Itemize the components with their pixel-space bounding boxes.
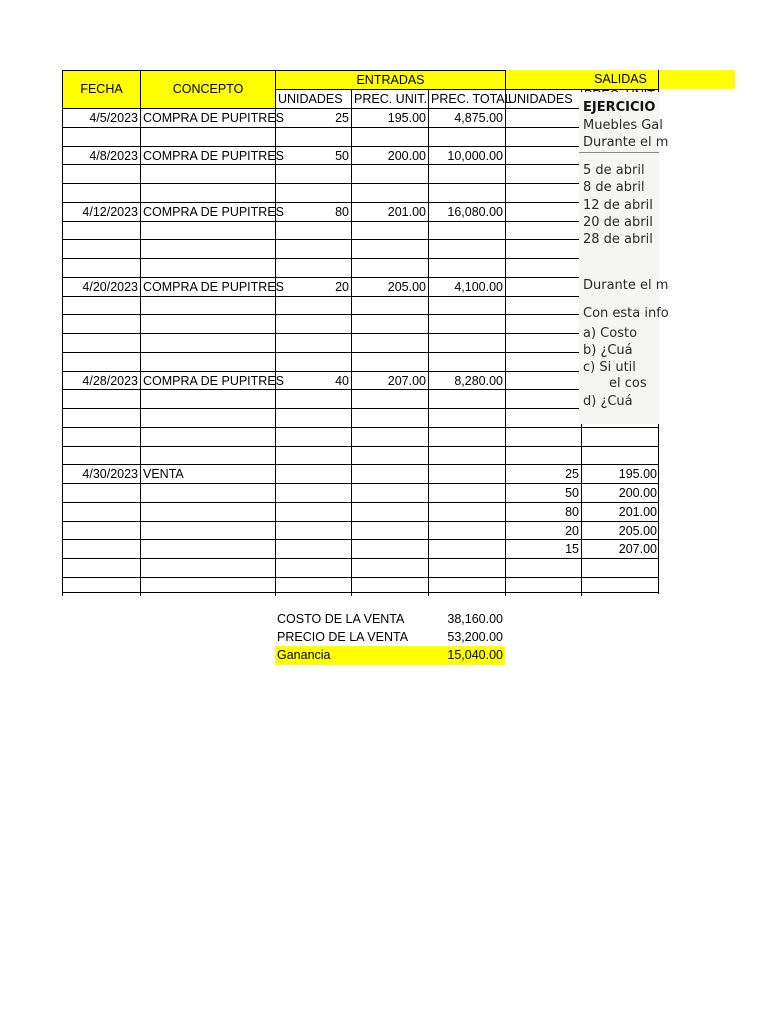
cell-fecha[interactable]: [62, 408, 140, 427]
cell-fecha[interactable]: [62, 352, 140, 371]
cell-concepto[interactable]: [140, 258, 275, 277]
cell-concepto[interactable]: [140, 314, 275, 333]
exercise-line: a) Costo: [583, 326, 638, 341]
cell-prec-unit[interactable]: [351, 558, 428, 577]
cell-unidades[interactable]: 20: [275, 277, 351, 296]
cell-prec-total[interactable]: [428, 408, 505, 427]
cell-fecha[interactable]: [62, 333, 140, 352]
cell-prec-unit[interactable]: [351, 577, 428, 596]
cell-salidas-unidades[interactable]: [505, 258, 581, 277]
cell-unidades[interactable]: [275, 464, 351, 483]
header-salidas[interactable]: SALIDAS: [505, 70, 735, 89]
summary-cost-value[interactable]: 38,160.00: [447, 612, 503, 626]
cell-prec-total[interactable]: [428, 483, 505, 502]
exercise-line: Durante el m: [583, 135, 669, 150]
cell-prec-total[interactable]: [428, 427, 505, 446]
cell-prec-unit[interactable]: [351, 502, 428, 521]
cell-unidades[interactable]: [275, 127, 351, 146]
cell-prec-unit[interactable]: [351, 352, 428, 371]
cell-fecha[interactable]: 4/20/2023: [62, 277, 140, 296]
cell-prec-total[interactable]: [428, 558, 505, 577]
cell-prec-total[interactable]: 4,100.00: [428, 277, 505, 296]
cell-concepto[interactable]: [140, 427, 275, 446]
cell-fecha[interactable]: [62, 183, 140, 202]
cell-unidades[interactable]: [275, 183, 351, 202]
cell-salidas-prec-unit[interactable]: 205.00: [581, 521, 659, 539]
cell-prec-total[interactable]: [428, 127, 505, 146]
cell-fecha[interactable]: 4/5/2023: [62, 108, 140, 127]
cell-prec-total[interactable]: [428, 333, 505, 352]
cell-prec-unit[interactable]: [351, 389, 428, 408]
cell-unidades[interactable]: 80: [275, 202, 351, 221]
cell-prec-unit[interactable]: [351, 183, 428, 202]
pasted-exercise-image[interactable]: [579, 92, 669, 424]
cell-salidas-unidades[interactable]: [505, 558, 581, 577]
exercise-line: 20 de abril: [583, 215, 653, 230]
summary-price-value[interactable]: 53,200.00: [447, 630, 503, 644]
cell-salidas-prec-unit[interactable]: [581, 427, 659, 446]
exercise-line: Muebles Gal: [583, 118, 663, 133]
cell-unidades[interactable]: [275, 164, 351, 183]
header-prec-total-entradas[interactable]: PREC. TOTAL: [428, 89, 505, 108]
cell-fecha[interactable]: 4/30/2023: [62, 464, 140, 483]
cell-concepto[interactable]: VENTA: [140, 464, 275, 483]
cell-prec-unit[interactable]: [351, 483, 428, 502]
cell-salidas-unidades[interactable]: 80: [505, 502, 581, 521]
header-prec-unit-entradas[interactable]: PREC. UNIT.: [351, 89, 428, 108]
cell-salidas-unidades[interactable]: [505, 108, 581, 127]
cell-concepto[interactable]: COMPRA DE PUPITRES: [140, 146, 275, 164]
cell-prec-unit[interactable]: [351, 239, 428, 258]
cell-salidas-unidades[interactable]: [505, 202, 581, 221]
cell-prec-total[interactable]: 16,080.00: [428, 202, 505, 221]
cell-salidas-unidades[interactable]: [505, 314, 581, 333]
cell-fecha[interactable]: [62, 483, 140, 502]
cell-salidas-unidades[interactable]: [505, 389, 581, 408]
summary-profit-label[interactable]: Ganancia: [275, 646, 428, 665]
cell-unidades[interactable]: [275, 239, 351, 258]
cell-fecha[interactable]: [62, 502, 140, 521]
cell-concepto[interactable]: [140, 408, 275, 427]
cell-prec-total[interactable]: [428, 296, 505, 314]
cell-unidades[interactable]: [275, 502, 351, 521]
cell-concepto[interactable]: [140, 221, 275, 239]
cell-prec-total[interactable]: [428, 352, 505, 371]
cell-fecha[interactable]: [62, 258, 140, 277]
cell-prec-unit[interactable]: 200.00: [351, 146, 428, 164]
cell-concepto[interactable]: COMPRA DE PUPITRES: [140, 371, 275, 389]
cell-prec-unit[interactable]: 207.00: [351, 371, 428, 389]
header-concepto[interactable]: CONCEPTO: [140, 70, 275, 108]
cell-unidades[interactable]: [275, 221, 351, 239]
cell-unidades[interactable]: [275, 333, 351, 352]
cell-concepto[interactable]: COMPRA DE PUPITRES: [140, 202, 275, 221]
exercise-line: Con esta info: [583, 306, 669, 321]
cell-prec-unit[interactable]: 201.00: [351, 202, 428, 221]
cell-prec-total[interactable]: 8,280.00: [428, 371, 505, 389]
cell-prec-total[interactable]: [428, 314, 505, 333]
cell-salidas-unidades[interactable]: [505, 239, 581, 258]
cell-prec-total[interactable]: [428, 183, 505, 202]
cell-concepto[interactable]: [140, 183, 275, 202]
cell-prec-total[interactable]: [428, 464, 505, 483]
summary-profit-value[interactable]: 15,040.00: [428, 646, 505, 665]
cell-salidas-unidades[interactable]: [505, 127, 581, 146]
cell-fecha[interactable]: 4/12/2023: [62, 202, 140, 221]
cell-fecha[interactable]: [62, 221, 140, 239]
cell-unidades[interactable]: [275, 558, 351, 577]
cell-prec-unit[interactable]: [351, 127, 428, 146]
cell-prec-unit[interactable]: 205.00: [351, 277, 428, 296]
cell-fecha[interactable]: [62, 446, 140, 464]
cell-salidas-prec-unit[interactable]: 201.00: [581, 502, 659, 521]
cell-unidades[interactable]: [275, 389, 351, 408]
cell-prec-unit[interactable]: [351, 464, 428, 483]
cell-unidades[interactable]: [275, 258, 351, 277]
cell-concepto[interactable]: [140, 558, 275, 577]
cell-salidas-prec-unit[interactable]: 195.00: [581, 464, 659, 483]
cell-salidas-unidades[interactable]: [505, 296, 581, 314]
summary-cost-label[interactable]: COSTO DE LA VENTA: [277, 612, 405, 626]
cell-salidas-unidades[interactable]: [505, 333, 581, 352]
cell-prec-total[interactable]: 4,875.00: [428, 108, 505, 127]
cell-salidas-unidades[interactable]: [505, 427, 581, 446]
cell-concepto[interactable]: [140, 333, 275, 352]
cell-unidades[interactable]: [275, 446, 351, 464]
cell-salidas-unidades[interactable]: [505, 446, 581, 464]
cell-salidas-prec-unit[interactable]: 207.00: [581, 539, 659, 558]
cell-prec-unit[interactable]: 195.00: [351, 108, 428, 127]
cell-prec-unit[interactable]: [351, 446, 428, 464]
cell-concepto[interactable]: [140, 239, 275, 258]
cell-unidades[interactable]: [275, 521, 351, 539]
cell-salidas-prec-unit[interactable]: [581, 446, 659, 464]
header-entradas[interactable]: ENTRADAS: [275, 70, 505, 89]
cell-salidas-unidades[interactable]: 50: [505, 483, 581, 502]
cell-unidades[interactable]: 25: [275, 108, 351, 127]
cell-concepto[interactable]: [140, 502, 275, 521]
cell-concepto[interactable]: [140, 521, 275, 539]
cell-prec-total[interactable]: [428, 239, 505, 258]
cell-fecha[interactable]: [62, 239, 140, 258]
header-unidades-entradas[interactable]: UNIDADES: [275, 89, 351, 108]
cell-concepto[interactable]: [140, 389, 275, 408]
exercise-line: d) ¿Cuá: [583, 394, 633, 409]
cell-concepto[interactable]: [140, 539, 275, 558]
exercise-line: 5 de abril: [583, 163, 645, 178]
cell-prec-unit[interactable]: [351, 408, 428, 427]
cell-prec-total[interactable]: [428, 521, 505, 539]
cell-salidas-unidades[interactable]: [505, 352, 581, 371]
cell-fecha[interactable]: [62, 521, 140, 539]
cell-prec-total[interactable]: [428, 221, 505, 239]
cell-prec-total[interactable]: [428, 389, 505, 408]
cell-unidades[interactable]: [275, 408, 351, 427]
cell-salidas-unidades[interactable]: [505, 577, 581, 596]
cell-salidas-unidades[interactable]: [505, 221, 581, 239]
exercise-line: Durante el m: [583, 278, 669, 293]
header-unidades-salidas[interactable]: UNIDADES: [505, 89, 581, 108]
cell-salidas-unidades[interactable]: 25: [505, 464, 581, 483]
header-fecha[interactable]: FECHA: [62, 70, 140, 108]
cell-fecha[interactable]: [62, 539, 140, 558]
cell-fecha[interactable]: [62, 127, 140, 146]
cell-fecha[interactable]: [62, 389, 140, 408]
cell-unidades[interactable]: [275, 539, 351, 558]
cell-prec-total[interactable]: 10,000.00: [428, 146, 505, 164]
cell-unidades[interactable]: 40: [275, 371, 351, 389]
cell-prec-unit[interactable]: [351, 164, 428, 183]
cell-salidas-unidades[interactable]: [505, 164, 581, 183]
cell-prec-unit[interactable]: [351, 427, 428, 446]
cell-concepto[interactable]: [140, 483, 275, 502]
cell-unidades[interactable]: [275, 296, 351, 314]
cell-prec-unit[interactable]: [351, 539, 428, 558]
cell-prec-total[interactable]: [428, 446, 505, 464]
cell-concepto[interactable]: [140, 164, 275, 183]
cell-concepto[interactable]: COMPRA DE PUPITRES: [140, 277, 275, 296]
cell-salidas-unidades[interactable]: [505, 408, 581, 427]
cell-unidades[interactable]: [275, 577, 351, 596]
cell-fecha[interactable]: [62, 577, 140, 596]
cell-concepto[interactable]: [140, 577, 275, 596]
cell-salidas-prec-unit[interactable]: [581, 577, 659, 596]
cell-prec-unit[interactable]: [351, 258, 428, 277]
table-bottom-border: [62, 592, 659, 593]
cell-prec-unit[interactable]: [351, 314, 428, 333]
exercise-line: 12 de abril: [583, 198, 653, 213]
cell-prec-unit[interactable]: [351, 221, 428, 239]
cell-prec-total[interactable]: [428, 577, 505, 596]
exercise-line: 28 de abril: [583, 232, 653, 247]
cell-salidas-prec-unit[interactable]: [581, 558, 659, 577]
cell-fecha[interactable]: [62, 427, 140, 446]
cell-salidas-unidades[interactable]: [505, 371, 581, 389]
cell-unidades[interactable]: [275, 483, 351, 502]
summary-price-label[interactable]: PRECIO DE LA VENTA: [277, 630, 409, 644]
cell-unidades[interactable]: [275, 427, 351, 446]
cell-salidas-unidades[interactable]: [505, 277, 581, 296]
cell-prec-unit[interactable]: [351, 296, 428, 314]
cell-prec-total[interactable]: [428, 502, 505, 521]
cell-prec-unit[interactable]: [351, 333, 428, 352]
cell-fecha[interactable]: 4/28/2023: [62, 371, 140, 389]
exercise-title: EJERCICIO: [583, 100, 656, 115]
cell-prec-total[interactable]: [428, 539, 505, 558]
cell-prec-total[interactable]: [428, 258, 505, 277]
exercise-line: el cos: [609, 376, 647, 391]
cell-unidades[interactable]: [275, 314, 351, 333]
exercise-line: b) ¿Cuá: [583, 343, 633, 358]
cell-fecha[interactable]: [62, 558, 140, 577]
cell-concepto[interactable]: [140, 296, 275, 314]
cell-concepto[interactable]: COMPRA DE PUPITRES: [140, 108, 275, 127]
exercise-line: 8 de abril: [583, 180, 645, 195]
cell-salidas-unidades[interactable]: [505, 183, 581, 202]
cell-concepto[interactable]: [140, 352, 275, 371]
cell-fecha[interactable]: [62, 296, 140, 314]
cell-unidades[interactable]: [275, 352, 351, 371]
cell-prec-unit[interactable]: [351, 521, 428, 539]
cell-concepto[interactable]: [140, 127, 275, 146]
exercise-line: c) Si util: [583, 360, 636, 375]
cell-fecha[interactable]: [62, 164, 140, 183]
cell-prec-total[interactable]: [428, 164, 505, 183]
cell-fecha[interactable]: 4/8/2023: [62, 146, 140, 164]
cell-salidas-unidades[interactable]: [505, 146, 581, 164]
cell-salidas-unidades[interactable]: 20: [505, 521, 581, 539]
cell-concepto[interactable]: [140, 446, 275, 464]
cell-unidades[interactable]: 50: [275, 146, 351, 164]
cell-salidas-unidades[interactable]: 15: [505, 539, 581, 558]
cell-fecha[interactable]: [62, 314, 140, 333]
cell-salidas-prec-unit[interactable]: 200.00: [581, 483, 659, 502]
